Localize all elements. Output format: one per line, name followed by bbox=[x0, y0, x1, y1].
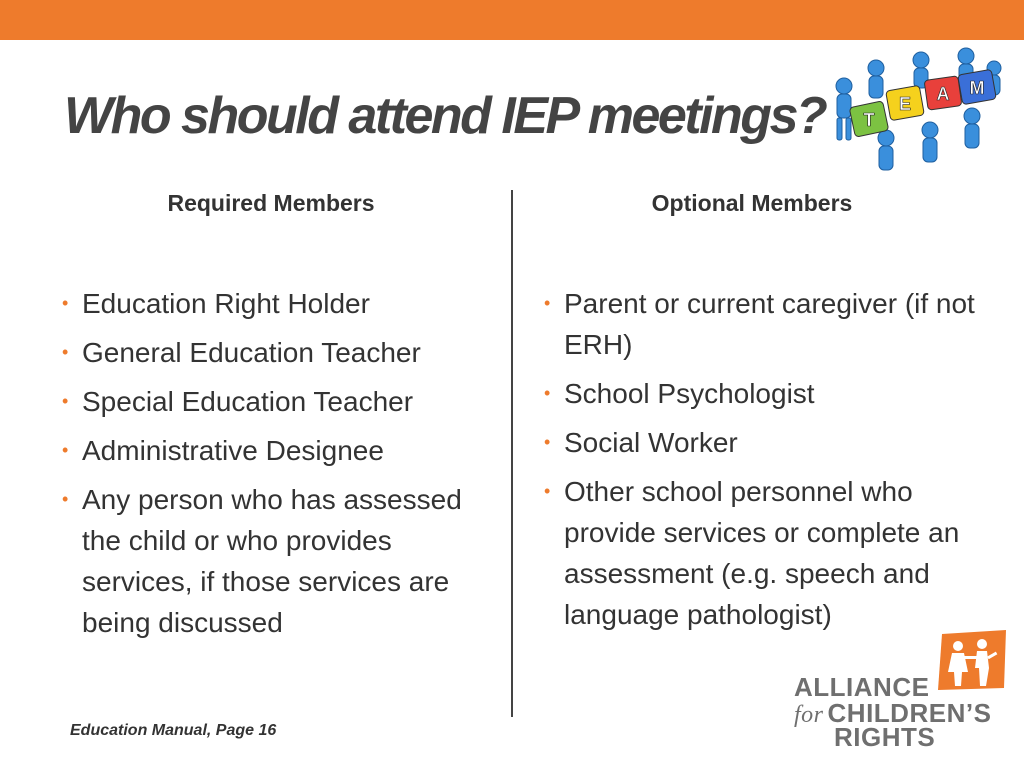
optional-members-heading: Optional Members bbox=[651, 190, 853, 216]
team-letter: M bbox=[969, 78, 985, 98]
list-item: • Education Right Holder bbox=[60, 283, 495, 324]
list-item: • Social Worker bbox=[542, 422, 1002, 463]
bullet-icon: • bbox=[62, 391, 69, 411]
bullet-icon: • bbox=[544, 481, 551, 501]
list-item: • School Psychologist bbox=[542, 373, 1002, 414]
bullet-icon: • bbox=[62, 440, 69, 460]
list-item: • Parent or current caregiver (if not ERH) bbox=[542, 283, 1002, 365]
team-letter: E bbox=[898, 94, 912, 114]
team-puzzle-people-icon bbox=[826, 46, 1006, 176]
slide-title: Who should attend IEP meetings? bbox=[64, 87, 826, 145]
list-item: • General Education Teacher bbox=[60, 332, 495, 373]
bullet-icon: • bbox=[62, 293, 69, 313]
source-citation: Education Manual, Page 16 bbox=[70, 722, 277, 739]
list-item: • Special Education Teacher bbox=[60, 381, 495, 422]
bullet-icon: • bbox=[544, 293, 551, 313]
logo-text-line3: RIGHTS bbox=[834, 722, 936, 752]
logo-text-line1: ALLIANCE bbox=[794, 672, 930, 702]
team-letter: T bbox=[863, 110, 875, 130]
bullet-icon: • bbox=[62, 342, 69, 362]
list-item: • Administrative Designee bbox=[60, 430, 495, 471]
column-divider bbox=[511, 190, 513, 717]
required-members-list bbox=[60, 283, 495, 651]
required-members-heading: Required Members bbox=[167, 190, 375, 216]
top-accent-bar bbox=[0, 0, 1024, 40]
list-item: • Any person who has assessed the child or who provides services, if those services are being discussed bbox=[60, 479, 495, 643]
bullet-icon: • bbox=[62, 489, 69, 509]
bullet-icon: • bbox=[544, 383, 551, 403]
optional-members-list bbox=[542, 283, 1002, 643]
children-holding-hands-icon bbox=[934, 628, 1010, 692]
bullet-icon: • bbox=[544, 432, 551, 452]
alliance-logo bbox=[790, 628, 1012, 752]
list-item: • Other school personnel who provide services or complete an assessment (e.g. speech and language pathologist) bbox=[542, 471, 1002, 635]
logo-text-line2: for CHILDREN’S bbox=[794, 698, 992, 728]
team-letter: A bbox=[936, 84, 950, 104]
